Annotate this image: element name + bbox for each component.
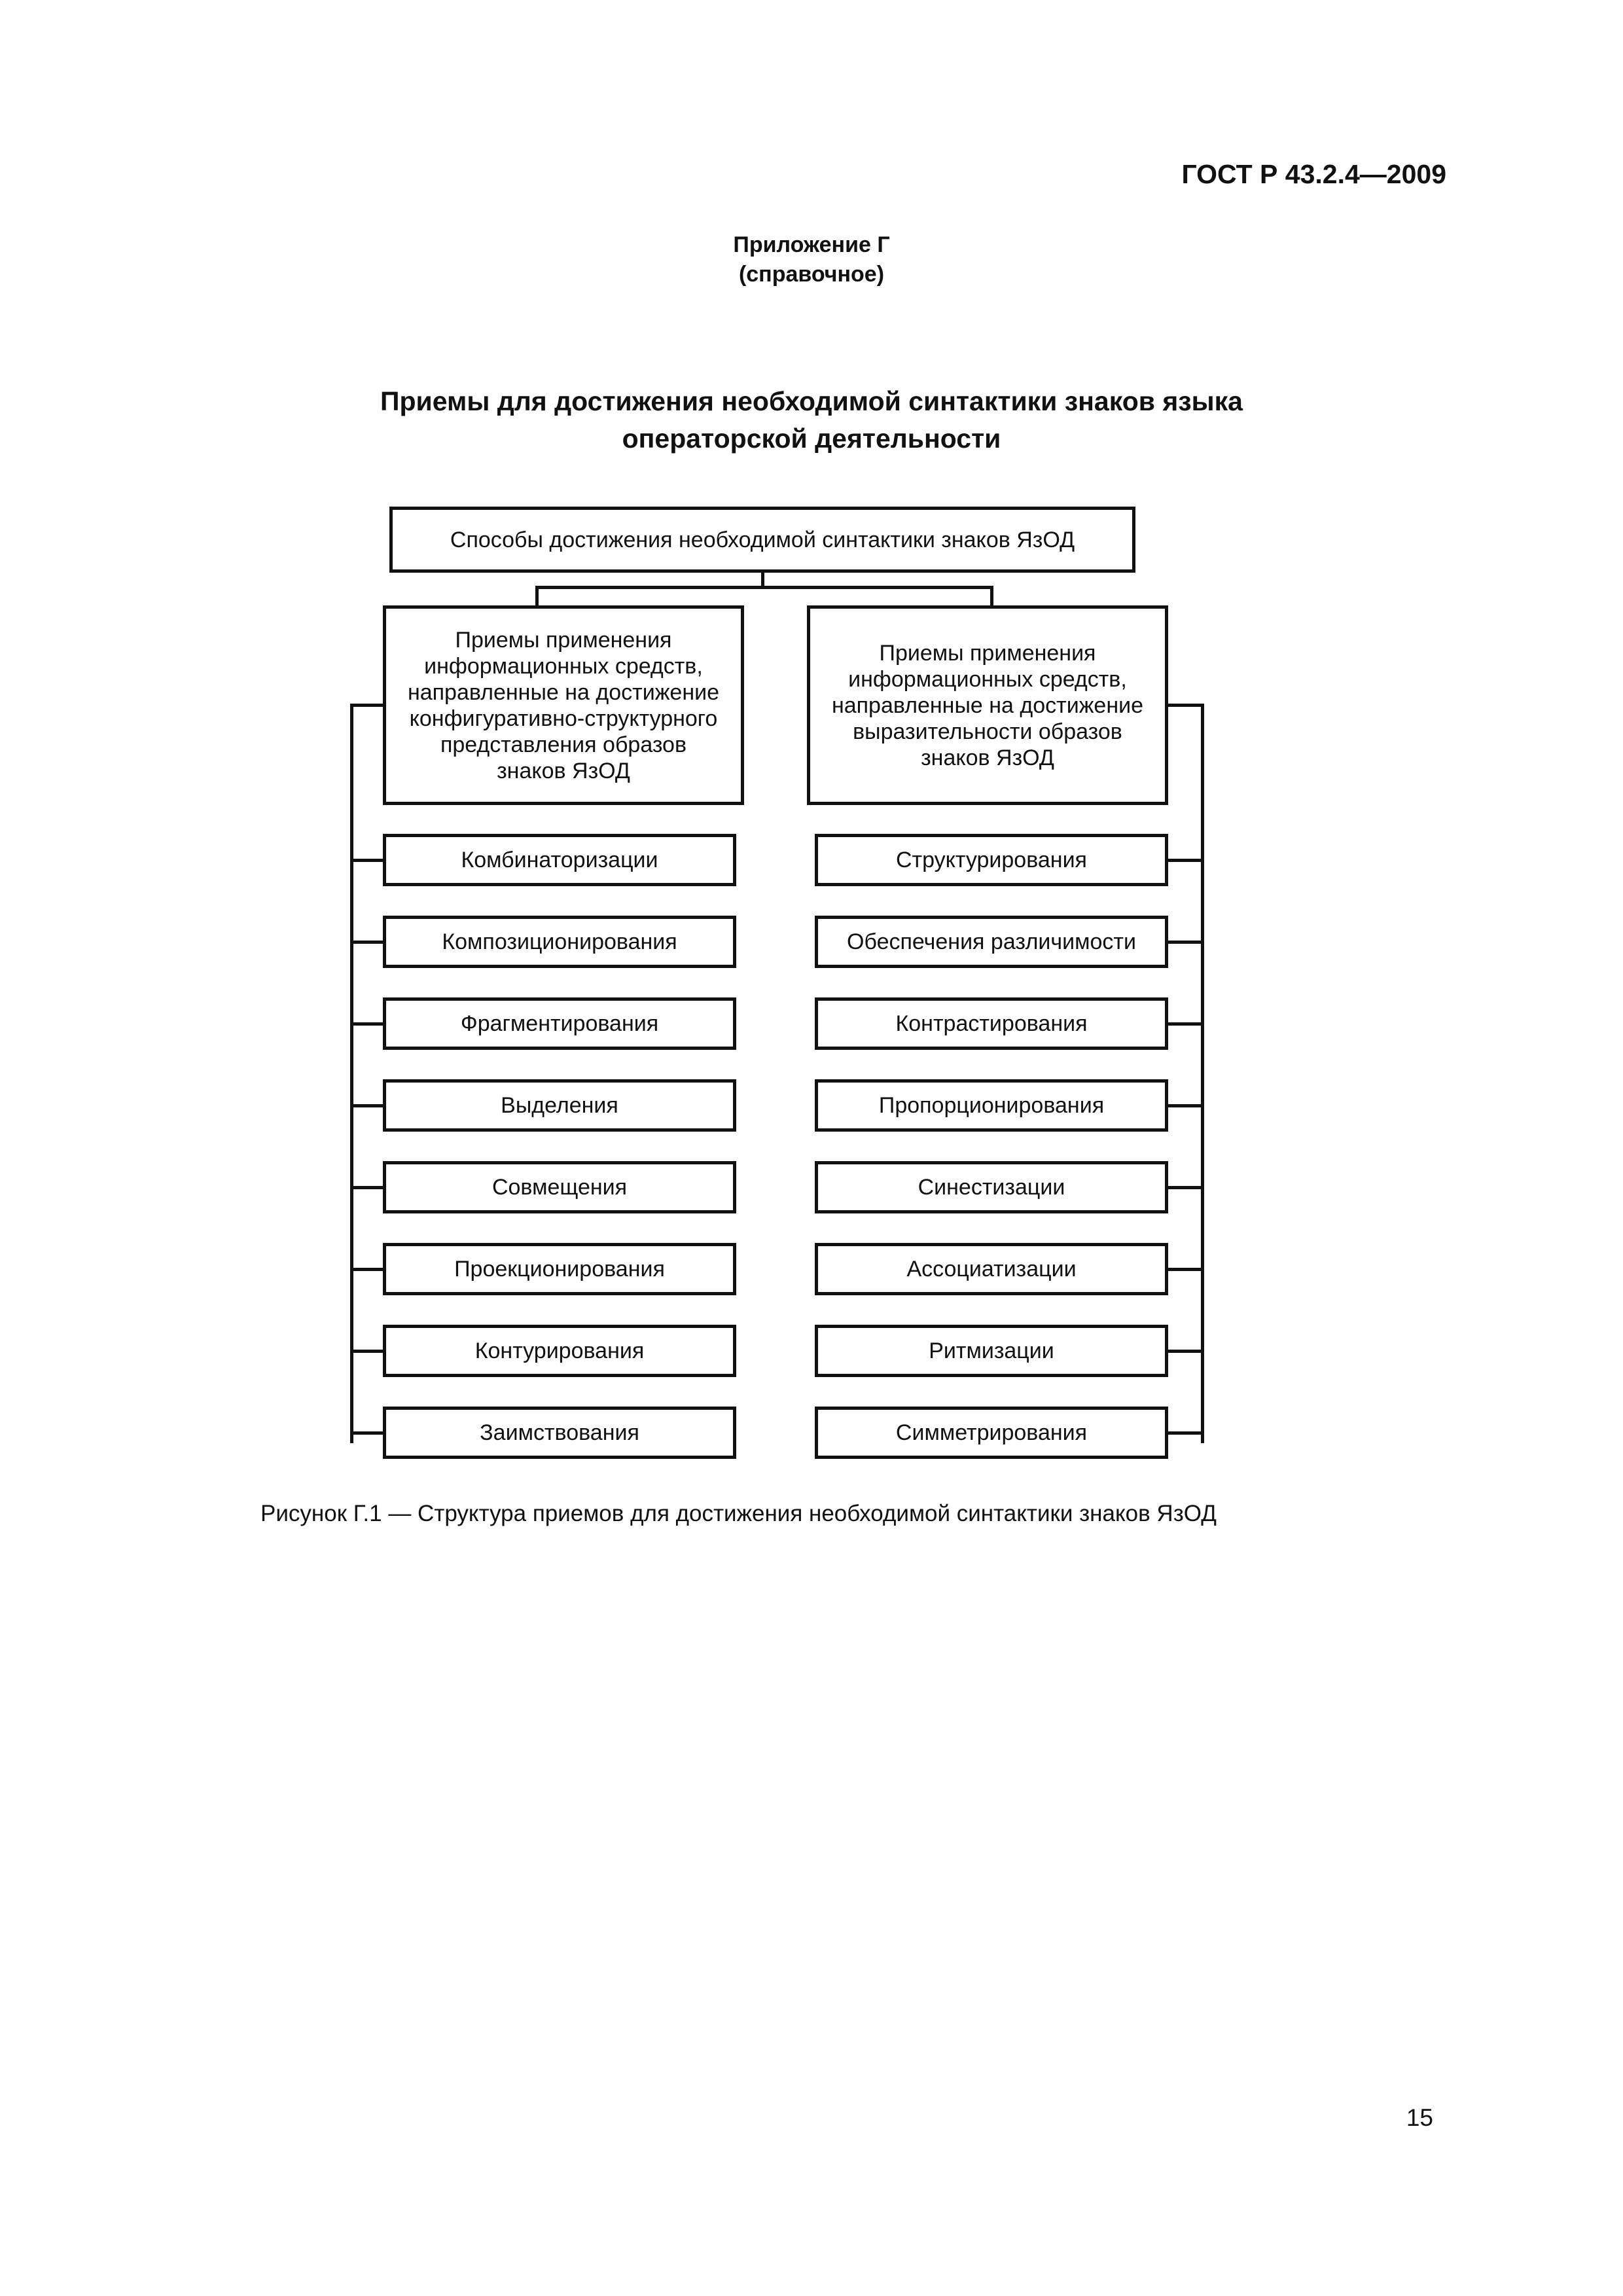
right-branch-line: выразительности образов (853, 719, 1122, 744)
right-item-box (815, 834, 1168, 886)
left-branch-line: знаков ЯзОД (497, 758, 630, 783)
left-branch-line: Приемы применения (455, 627, 672, 653)
left-branch-line: информационных средств, (424, 653, 703, 679)
right-branch-line: знаков ЯзОД (921, 745, 1054, 770)
right-spine-line (1201, 704, 1204, 1443)
right-item-connector-line (1165, 1186, 1204, 1189)
left-item-label: Проекционирования (454, 1257, 665, 1282)
left-branch-line: направленные на достижение (407, 679, 720, 705)
left-item-connector-line (350, 941, 386, 944)
left-item-label: Заимствования (480, 1420, 639, 1445)
right-item-connector-line (1165, 941, 1204, 944)
left-item-connector-line (350, 859, 386, 862)
page-number: 15 (1406, 2104, 1433, 2131)
right-item-label: Обеспечения различимости (847, 929, 1136, 954)
left-branch-line: представления образов (440, 732, 687, 757)
right-branch-line: направленные на достижение (831, 692, 1144, 718)
right-branch-line: информационных средств, (848, 666, 1127, 692)
left-item-label: Совмещения (491, 1175, 628, 1200)
left-branch-line: конфигуративно-структурного (409, 706, 718, 731)
right-item-box (815, 1407, 1168, 1459)
left-header-tick-line (350, 704, 386, 707)
right-item-box (815, 1079, 1168, 1132)
left-item-box (383, 916, 736, 968)
root-box (389, 507, 1135, 573)
root-box-label: Способы достижения необходимой синтактики знаков ЯзОД (450, 527, 1075, 552)
left-item-label: Композиционирования (442, 929, 677, 954)
right-item-box (815, 1325, 1168, 1377)
right-item-connector-line (1165, 1268, 1204, 1271)
right-item-box (815, 916, 1168, 968)
right-item-connector-line (1165, 1431, 1204, 1435)
left-item-connector-line (350, 1268, 386, 1271)
left-item-box (383, 1243, 736, 1295)
left-branch-box (383, 605, 744, 805)
right-item-connector-line (1165, 1350, 1204, 1353)
right-item-connector-line (1165, 1104, 1204, 1107)
left-item-label: Комбинаторизации (461, 848, 658, 872)
page-title-line-1: Приемы для достижения необходимой синтактики знаков языка (380, 386, 1243, 416)
right-item-label: Ассоциатизации (906, 1257, 1077, 1282)
left-item-box (383, 1079, 736, 1132)
left-item-label: Выделения (501, 1093, 618, 1118)
right-item-connector-line (1165, 1022, 1204, 1026)
right-item-box (815, 1161, 1168, 1213)
right-item-label: Ритмизации (929, 1338, 1054, 1363)
page-title-line-2: операторской деятельности (622, 423, 1001, 454)
right-branch-line: Приемы применения (879, 640, 1096, 666)
right-item-label: Контрастирования (895, 1011, 1088, 1036)
left-item-connector-line (350, 1022, 386, 1026)
right-item-box (815, 997, 1168, 1050)
right-header-tick-line (1168, 704, 1204, 707)
left-spine-line (350, 704, 353, 1443)
left-item-connector-line (350, 1431, 386, 1435)
left-item-box (383, 1161, 736, 1213)
appendix-label: Приложение Г (733, 232, 890, 257)
left-item-connector-line (350, 1104, 386, 1107)
branch-bar-line (535, 586, 993, 589)
right-item-label: Симметрирования (895, 1420, 1088, 1445)
right-item-box (815, 1243, 1168, 1295)
right-item-label: Структурирования (896, 848, 1087, 872)
figure-caption: Рисунок Г.1 — Структура приемов для достижения необходимой синтактики знаков ЯзОД (260, 1501, 1217, 1526)
right-item-connector-line (1165, 859, 1204, 862)
right-item-label: Синестизации (918, 1175, 1065, 1200)
left-item-connector-line (350, 1186, 386, 1189)
right-branch-box (807, 605, 1168, 805)
appendix-type: (справочное) (738, 262, 885, 287)
standard-code: ГОСТ Р 43.2.4—2009 (1181, 159, 1446, 189)
left-item-box (383, 1325, 736, 1377)
left-item-box (383, 1407, 736, 1459)
left-item-connector-line (350, 1350, 386, 1353)
left-item-label: Фрагментирования (460, 1011, 659, 1036)
left-item-label: Контурирования (474, 1338, 645, 1363)
right-item-label: Пропорционирования (878, 1093, 1105, 1118)
left-item-box (383, 997, 736, 1050)
left-item-box (383, 834, 736, 886)
